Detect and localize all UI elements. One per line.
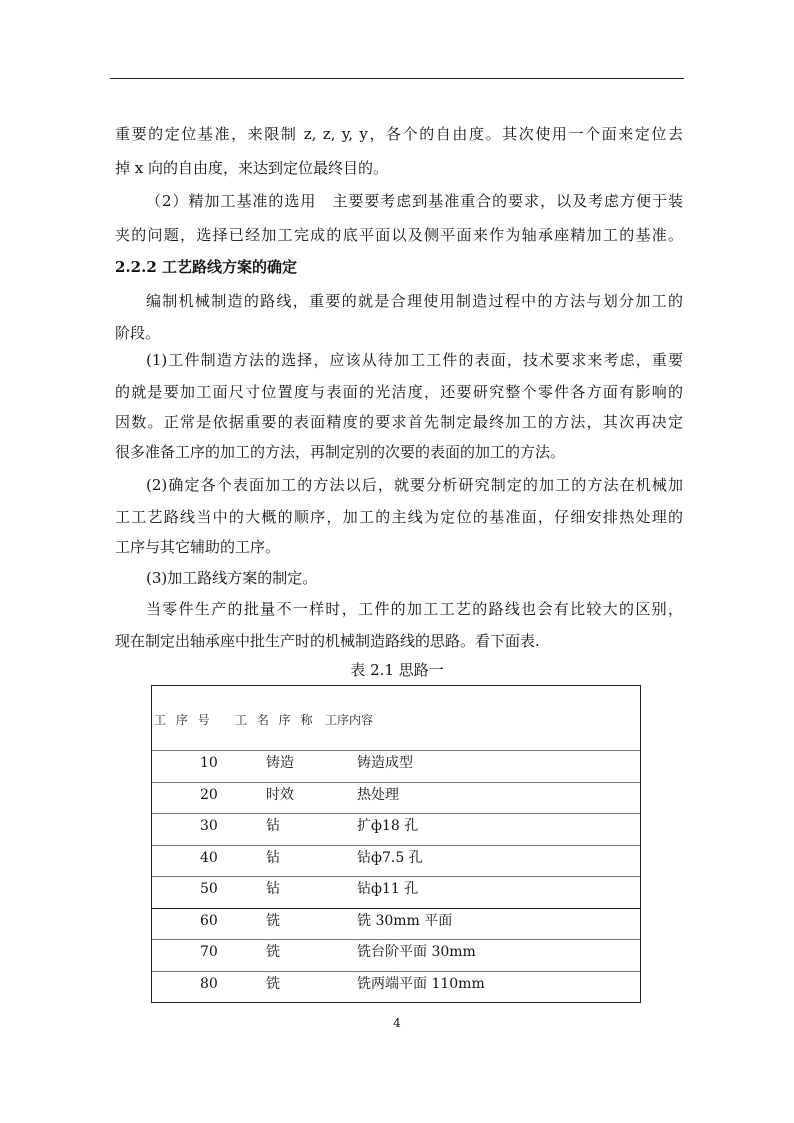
page-number: 4: [393, 1016, 401, 1030]
header-rule: [110, 78, 684, 79]
step-name: 铣: [266, 976, 280, 992]
step-content: 铣两端平面 110mm: [357, 976, 485, 992]
paragraph-line: (3)加工路线方案的制定。: [146, 569, 318, 587]
column-header: 工 序 号: [154, 713, 213, 727]
step-number: 80: [200, 976, 218, 992]
step-number: 30: [200, 818, 218, 834]
paragraph-line: 的就是要加工面尺寸位置度与表面的光洁度，还要研究整个零件各方面有影响的: [115, 383, 683, 401]
step-content: 热处理: [357, 787, 399, 803]
step-content: 铣台阶平面 30mm: [357, 944, 476, 960]
step-name: 钻: [266, 881, 280, 897]
paragraph-line: 因数。正常是依据重要的表面精度的要求首先制定最终加工的方法，其次再决定: [115, 413, 683, 431]
column-header: 工 名 序 称: [235, 713, 316, 727]
step-number: 10: [200, 755, 218, 771]
row-divider: [152, 971, 640, 972]
row-divider: [152, 939, 640, 940]
section-heading: 2.2.2 工艺路线方案的确定: [115, 258, 297, 276]
step-number: 20: [200, 787, 218, 803]
paragraph-line: （2）精加工基准的选用 主要要考虑到基准重合的要求，以及考虑方便于装: [146, 192, 683, 210]
row-divider: [152, 782, 640, 783]
step-content: 扩ф18 孔: [357, 818, 419, 834]
paragraph-line: 掉 x 向的自由度，来达到定位最终目的。: [115, 159, 388, 177]
step-name: 钻: [266, 850, 280, 866]
paragraph-line: 工序与其它辅助的工序。: [115, 538, 281, 556]
row-divider: [152, 750, 640, 751]
table-caption: 表 2.1 思路一: [350, 661, 444, 679]
step-number: 70: [200, 944, 218, 960]
paragraph-line: 重要的定位基准，来限制 z, z, y, y，各个的自由度。其次使用一个面来定位去: [115, 125, 683, 143]
process-table: [151, 685, 641, 1003]
step-name: 时效: [266, 787, 294, 803]
step-content: 钻ф11 孔: [357, 881, 419, 897]
paragraph-line: 阶段。: [115, 324, 161, 342]
step-name: 铣: [266, 944, 280, 960]
step-number: 60: [200, 913, 218, 929]
step-content: 铸造成型: [357, 755, 413, 771]
paragraph-line: (2)确定各个表面加工的方法以后，就要分析研究制定的加工的方法在机械加: [146, 476, 683, 494]
paragraph-line: 夹的问题，选择已经加工完成的底平面以及侧平面来作为轴承座精加工的基准。: [115, 226, 683, 244]
step-name: 铸造: [266, 755, 294, 771]
row-divider: [152, 908, 640, 909]
paragraph-line: 工工艺路线当中的大概的顺序，加工的主线为定位的基准面，仔细安排热处理的: [115, 508, 683, 526]
paragraph-line: (1)工件制造方法的选择，应该从待加工工件的表面，技术要求来考虑，重要: [146, 351, 683, 369]
row-divider: [152, 845, 640, 846]
row-divider: [152, 813, 640, 814]
row-divider: [152, 876, 640, 877]
step-number: 40: [200, 850, 218, 866]
column-header: 工序内容: [325, 713, 374, 727]
paragraph-line: 现在制定出轴承座中批生产时的机械制造路线的思路。看下面表.: [115, 632, 540, 650]
step-content: 钻ф7.5 孔: [357, 850, 423, 866]
step-name: 铣: [266, 913, 280, 929]
paragraph-line: 编制机械制造的路线，重要的就是合理使用制造过程中的方法与划分加工的: [146, 292, 683, 310]
paragraph-line: 很多准备工序的加工的方法，再制定别的次要的表面的加工的方法。: [115, 443, 566, 461]
step-content: 铣 30mm 平面: [357, 913, 453, 929]
step-name: 钻: [266, 818, 280, 834]
step-number: 50: [200, 881, 218, 897]
paragraph-line: 当零件生产的批量不一样时，工件的加工工艺的路线也会有比较大的区别，: [146, 600, 683, 618]
